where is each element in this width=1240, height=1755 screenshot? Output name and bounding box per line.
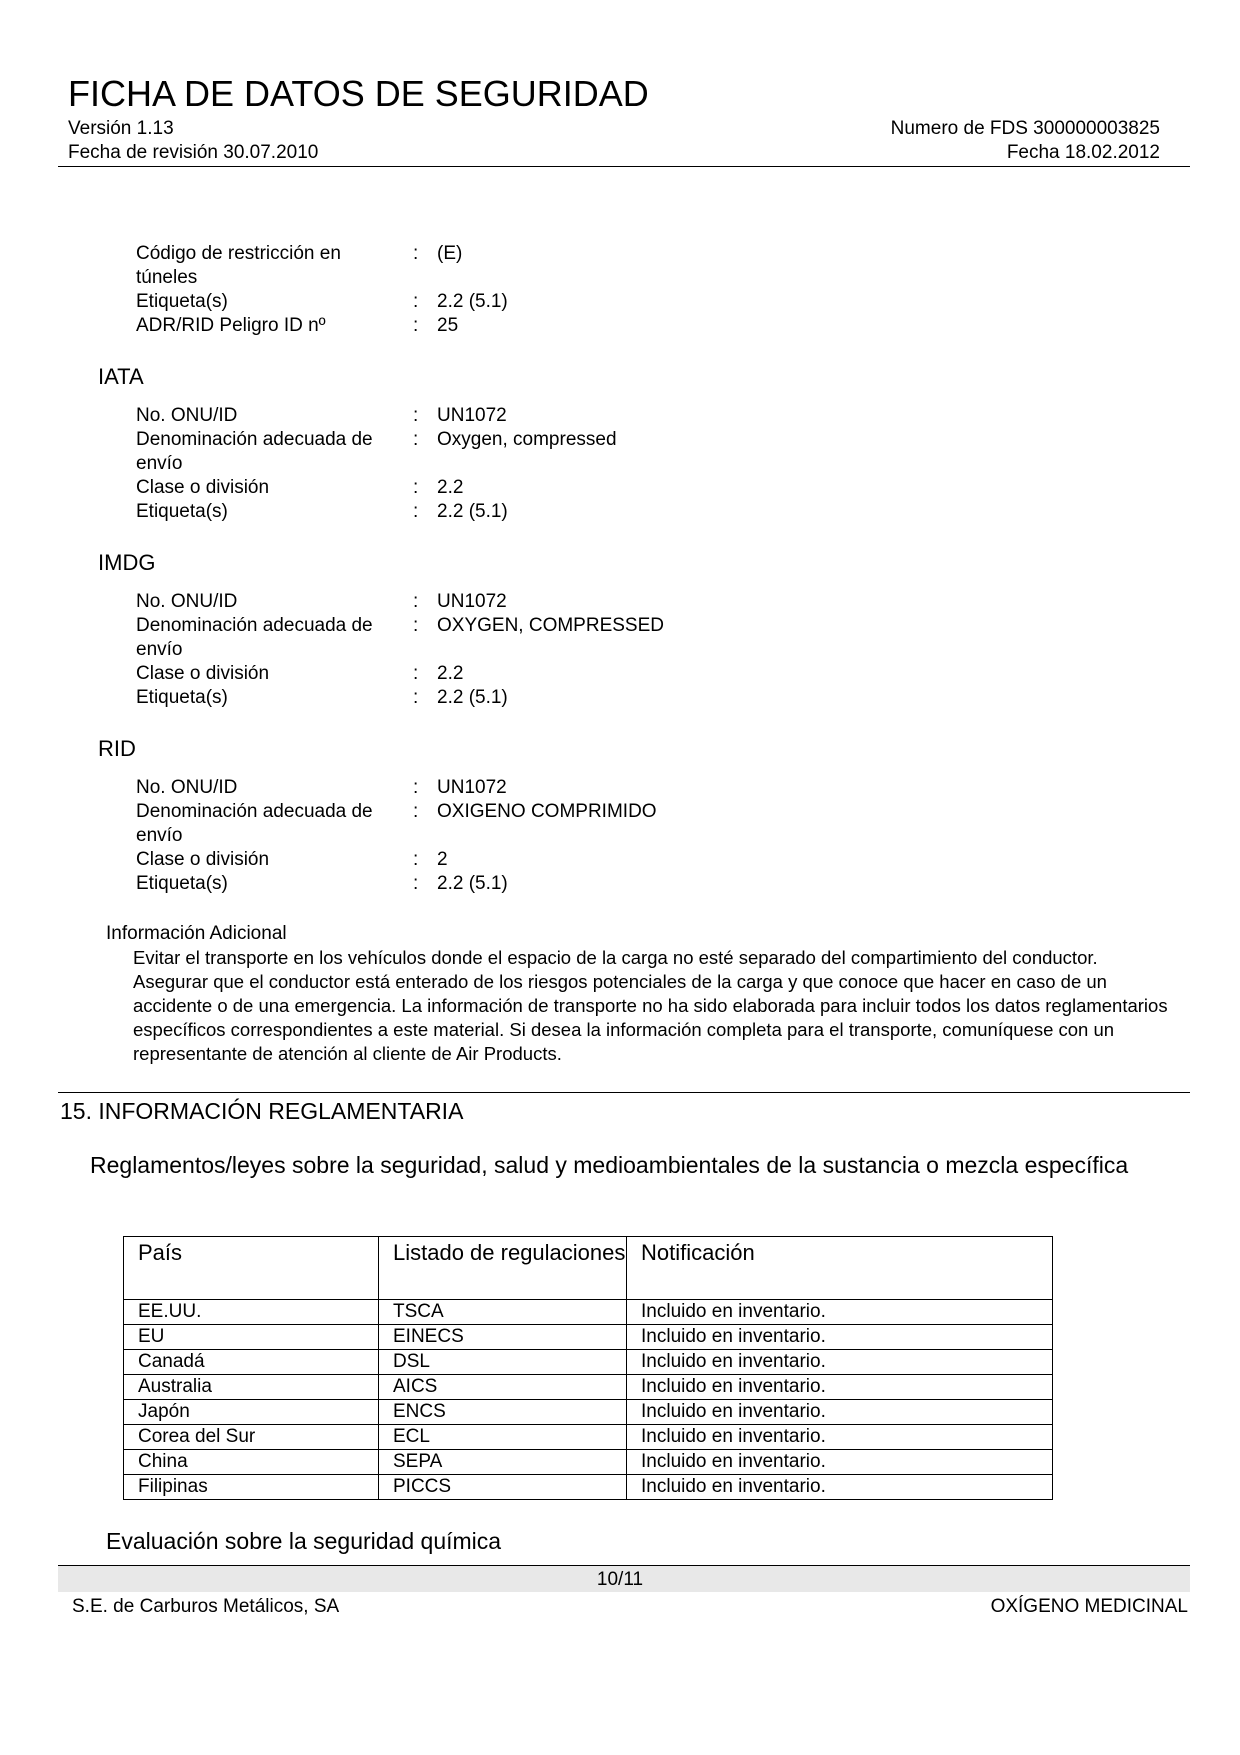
label-labels: Etiqueta(s) bbox=[136, 687, 228, 708]
table-row bbox=[124, 1350, 1053, 1375]
cell-country: Japón bbox=[124, 1400, 379, 1425]
colon: : bbox=[413, 501, 419, 522]
cell-regulation-list: DSL bbox=[379, 1350, 627, 1375]
value-un-id: UN1072 bbox=[437, 777, 507, 798]
label-shipping-name: Denominación adecuada de envío bbox=[136, 615, 373, 660]
revision-date: Fecha de revisión 30.07.2010 bbox=[68, 142, 319, 163]
header-notification: Notificación bbox=[627, 1237, 1053, 1300]
value-un-id: UN1072 bbox=[437, 405, 507, 426]
colon: : bbox=[413, 777, 419, 798]
company-name: S.E. de Carburos Metálicos, SA bbox=[72, 1596, 340, 1617]
header-rule bbox=[58, 166, 1190, 167]
colon: : bbox=[413, 849, 419, 870]
label-shipping-name: Denominación adecuada de envío bbox=[136, 801, 373, 846]
version: Versión 1.13 bbox=[68, 118, 174, 139]
cell-notification: Incluido en inventario. bbox=[627, 1425, 1053, 1450]
label-un-id: No. ONU/ID bbox=[136, 777, 238, 798]
value-hazard-id: 25 bbox=[437, 315, 459, 336]
value-shipping-name: OXYGEN, COMPRESSED bbox=[437, 615, 664, 636]
cell-regulation-list: ENCS bbox=[379, 1400, 627, 1425]
cell-regulation-list: ECL bbox=[379, 1425, 627, 1450]
table-row bbox=[124, 1300, 1053, 1325]
cell-notification: Incluido en inventario. bbox=[627, 1375, 1053, 1400]
table-row bbox=[124, 1375, 1053, 1400]
imdg-heading: IMDG bbox=[98, 550, 156, 575]
colon: : bbox=[413, 243, 419, 264]
label-labels: Etiqueta(s) bbox=[136, 291, 228, 312]
table-row bbox=[124, 1425, 1053, 1450]
sds-number: Numero de FDS 300000003825 bbox=[890, 118, 1160, 139]
label-labels: Etiqueta(s) bbox=[136, 873, 228, 894]
colon: : bbox=[413, 801, 419, 822]
value-labels: 2.2 (5.1) bbox=[437, 873, 508, 894]
issue-date: Fecha 18.02.2012 bbox=[1006, 142, 1160, 163]
cell-notification: Incluido en inventario. bbox=[627, 1400, 1053, 1425]
cell-notification: Incluido en inventario. bbox=[627, 1325, 1053, 1350]
additional-info-text: Evitar el transporte en los vehículos donde el espacio de la carga no esté separado del compartimiento del conductor. Asegurar que el conductor está enterado de los riesgos potenciales de la carga y que conoce que hacer en caso de un accidente o de una emergencia. La información de transporte no ha sido elaborada para incluir todos los datos reglamentarios específicos correspondientes a este material. Si desea la información completa para el transporte, comuníquese con un representante de atención al cliente de Air Products. bbox=[133, 947, 1168, 1064]
label-shipping-name: Denominación adecuada de envío bbox=[136, 429, 373, 474]
value-shipping-name: Oxygen, compressed bbox=[437, 429, 617, 450]
cell-notification: Incluido en inventario. bbox=[627, 1450, 1053, 1475]
cell-country: Filipinas bbox=[124, 1475, 379, 1500]
value-shipping-name: OXIGENO COMPRIMIDO bbox=[437, 801, 657, 822]
section-15-title: 15. INFORMACIÓN REGLAMENTARIA bbox=[60, 1098, 464, 1124]
cell-notification: Incluido en inventario. bbox=[627, 1475, 1053, 1500]
cell-country: Canadá bbox=[124, 1350, 379, 1375]
table-row bbox=[124, 1450, 1053, 1475]
label-tunnel-code: Código de restricción en túneles bbox=[136, 243, 341, 288]
cell-country: Corea del Sur bbox=[124, 1425, 379, 1450]
chemical-safety-heading: Evaluación sobre la seguridad química bbox=[106, 1528, 502, 1554]
table-row bbox=[124, 1475, 1053, 1500]
colon: : bbox=[413, 591, 419, 612]
cell-country: China bbox=[124, 1450, 379, 1475]
colon: : bbox=[413, 615, 419, 636]
colon: : bbox=[413, 873, 419, 894]
label-class: Clase o división bbox=[136, 663, 270, 684]
header-regulation-list: Listado de regulaciones bbox=[379, 1237, 627, 1300]
colon: : bbox=[413, 687, 419, 708]
value-labels: 2.2 (5.1) bbox=[437, 501, 508, 522]
colon: : bbox=[413, 477, 419, 498]
section-15-subtitle: Reglamentos/leyes sobre la seguridad, salud y medioambientales de la sustancia o mezcla específica bbox=[90, 1152, 1129, 1178]
colon: : bbox=[413, 405, 419, 426]
colon: : bbox=[413, 429, 419, 450]
colon: : bbox=[413, 291, 419, 312]
table-row bbox=[124, 1325, 1053, 1350]
value-class: 2 bbox=[437, 849, 448, 870]
section-rule bbox=[58, 1092, 1190, 1093]
cell-country: Australia bbox=[124, 1375, 379, 1400]
cell-notification: Incluido en inventario. bbox=[627, 1350, 1053, 1375]
page-number: 10/11 bbox=[596, 1569, 644, 1590]
colon: : bbox=[413, 315, 419, 336]
document-title: FICHA DE DATOS DE SEGURIDAD bbox=[68, 73, 649, 114]
label-un-id: No. ONU/ID bbox=[136, 405, 238, 426]
regulations-table bbox=[123, 1236, 1053, 1500]
rid-heading: RID bbox=[98, 736, 136, 761]
cell-regulation-list: SEPA bbox=[379, 1450, 627, 1475]
label-class: Clase o división bbox=[136, 477, 270, 498]
value-class: 2.2 bbox=[437, 477, 464, 498]
label-hazard-id: ADR/RID Peligro ID nº bbox=[136, 315, 326, 336]
cell-country: EE.UU. bbox=[124, 1300, 379, 1325]
iata-heading: IATA bbox=[98, 364, 144, 389]
value-tunnel-code: (E) bbox=[437, 243, 463, 264]
table-row bbox=[124, 1400, 1053, 1425]
value-un-id: UN1072 bbox=[437, 591, 507, 612]
value-labels: 2.2 (5.1) bbox=[437, 687, 508, 708]
value-class: 2.2 bbox=[437, 663, 464, 684]
cell-regulation-list: AICS bbox=[379, 1375, 627, 1400]
label-un-id: No. ONU/ID bbox=[136, 591, 238, 612]
cell-regulation-list: EINECS bbox=[379, 1325, 627, 1350]
cell-regulation-list: PICCS bbox=[379, 1475, 627, 1500]
colon: : bbox=[413, 663, 419, 684]
additional-info-heading: Información Adicional bbox=[106, 923, 287, 944]
cell-regulation-list: TSCA bbox=[379, 1300, 627, 1325]
cell-country: EU bbox=[124, 1325, 379, 1350]
product-name: OXÍGENO MEDICINAL bbox=[990, 1596, 1188, 1617]
label-labels: Etiqueta(s) bbox=[136, 501, 228, 522]
cell-notification: Incluido en inventario. bbox=[627, 1300, 1053, 1325]
header-country: País bbox=[124, 1237, 379, 1300]
label-class: Clase o división bbox=[136, 849, 270, 870]
value-labels: 2.2 (5.1) bbox=[437, 291, 508, 312]
table-header-row bbox=[124, 1237, 1053, 1300]
